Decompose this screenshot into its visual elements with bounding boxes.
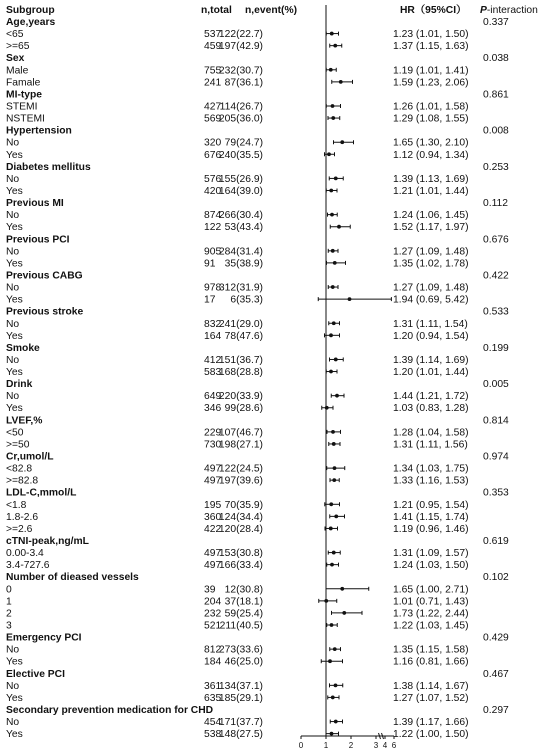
n-total-value: 229 (204, 427, 222, 439)
subgroup-label: No (6, 644, 20, 656)
n-event-value: 53(43.4) (224, 222, 263, 234)
subgroup-label: <1.8 (6, 499, 27, 511)
n-total-value: 320 (204, 137, 222, 149)
hr-ci-value: 1.35 (1.02, 1.78) (393, 258, 469, 270)
p-interaction-value: 0.422 (483, 270, 509, 282)
hr-point (327, 152, 331, 156)
hr-ci-value: 1.27 (1.09, 1.48) (393, 282, 469, 294)
n-total-value: 459 (204, 41, 222, 53)
table-rows (6, 17, 509, 740)
hr-ci-value: 1.52 (1.17, 1.97) (393, 222, 469, 234)
x-tick-label: 0 (298, 741, 304, 750)
hr-ci-value: 1.27 (1.09, 1.48) (393, 246, 469, 258)
subgroup-label: No (6, 246, 20, 258)
p-interaction-value: 0.008 (483, 125, 509, 137)
n-total-value: 427 (204, 101, 222, 113)
subgroup-label: <82.8 (6, 463, 33, 475)
p-interaction-value: 0.253 (483, 161, 509, 173)
subgroup-label: No (6, 137, 20, 149)
n-event-value: 6(35.3) (230, 294, 263, 306)
subgroup-label: Yes (6, 222, 23, 234)
hr-ci-value: 1.20 (0.94, 1.54) (393, 330, 469, 342)
subgroup-label: <50 (6, 427, 24, 439)
header-p-letter: P (480, 5, 487, 16)
n-event-value: 59(25.4) (224, 608, 263, 620)
n-total-value: 537 (204, 29, 222, 41)
p-interaction-value: 0.533 (483, 306, 509, 318)
hr-ci-value: 1.26 (1.01, 1.58) (393, 101, 469, 113)
hr-point (329, 527, 333, 531)
hr-point (333, 647, 337, 651)
n-total-value: 521 (204, 620, 222, 632)
hr-point (334, 514, 338, 518)
group-label: Previous CABG (6, 270, 83, 282)
subgroup-label: <65 (6, 29, 24, 41)
hr-ci-value: 1.39 (1.13, 1.69) (393, 173, 469, 185)
hr-ci-value: 1.39 (1.17, 1.66) (393, 717, 469, 729)
p-interaction-value: 0.102 (483, 572, 509, 584)
hr-point (331, 249, 335, 253)
hr-ci-value: 1.31 (1.09, 1.57) (393, 548, 469, 560)
hr-ci-value: 1.27 (1.07, 1.52) (393, 692, 469, 704)
n-event-value: 232(30.7) (218, 65, 263, 77)
p-interaction-value: 0.467 (483, 668, 509, 680)
hr-ci-value: 1.29 (1.08, 1.55) (393, 113, 469, 125)
n-event-value: 35(38.9) (224, 258, 263, 270)
n-event-value: 87(36.1) (224, 77, 263, 89)
hr-ci-value: 1.65 (1.00, 2.71) (393, 584, 469, 596)
subgroup-label: Yes (6, 692, 23, 704)
n-total-value: 204 (204, 596, 222, 608)
subgroup-label: Yes (6, 729, 23, 741)
n-event-value: 166(33.4) (218, 560, 263, 572)
hr-point (330, 563, 334, 567)
n-event-value: 171(37.7) (218, 717, 263, 729)
hr-ci-value: 1.41 (1.15, 1.74) (393, 511, 469, 523)
hr-ci-value: 1.21 (1.01, 1.44) (393, 185, 469, 197)
subgroup-label: Yes (6, 149, 23, 161)
n-total-value: 978 (204, 282, 222, 294)
hr-point (329, 502, 333, 506)
n-event-value: 198(27.1) (218, 439, 263, 451)
n-event-value: 197(42.9) (218, 41, 263, 53)
n-event-value: 205(36.0) (218, 113, 263, 125)
group-label: Drink (6, 379, 33, 391)
subgroup-label: 3.4-727.6 (6, 560, 50, 572)
header-p-interaction (480, 5, 538, 16)
x-tick-label: 3 (373, 741, 379, 750)
n-total-value: 569 (204, 113, 222, 125)
n-total-value: 91 (204, 258, 216, 270)
hr-ci-value: 1.21 (0.95, 1.54) (393, 499, 469, 511)
hr-point (329, 370, 333, 374)
subgroup-label: No (6, 391, 20, 403)
p-interaction-value: 0.038 (483, 53, 509, 65)
n-total-value: 17 (204, 294, 216, 306)
p-interaction-value: 0.199 (483, 342, 509, 354)
hr-ci-value: 1.24 (1.06, 1.45) (393, 210, 469, 222)
n-event-value: 134(37.1) (218, 680, 263, 692)
hr-point (331, 285, 335, 289)
hr-point (335, 394, 339, 398)
n-event-value: 70(35.9) (224, 499, 263, 511)
x-tick-label: 4 (382, 741, 388, 750)
hr-ci-value: 1.33 (1.16, 1.53) (393, 475, 469, 487)
hr-ci-value: 1.31 (1.11, 1.56) (393, 439, 468, 451)
p-interaction-value: 0.619 (483, 536, 509, 548)
n-event-value: 124(34.4) (218, 511, 263, 523)
hr-ci-value: 1.38 (1.14, 1.67) (393, 680, 469, 692)
n-total-value: 497 (204, 548, 222, 560)
n-event-value: 240(35.5) (218, 149, 263, 161)
subgroup-label: 0.00-3.4 (6, 548, 44, 560)
hr-ci-value: 1.01 (0.71, 1.43) (393, 596, 469, 608)
subgroup-label: 1.8-2.6 (6, 511, 39, 523)
group-label: Number of dieased vessels (6, 572, 139, 584)
n-event-value: 185(29.1) (218, 692, 263, 704)
n-total-value: 649 (204, 391, 222, 403)
n-event-value: 78(47.6) (224, 330, 263, 342)
subgroup-label: Male (6, 65, 29, 77)
n-event-value: 37(18.1) (224, 596, 263, 608)
group-label: Hypertension (6, 125, 72, 137)
n-total-value: 241 (204, 77, 222, 89)
p-interaction-value: 0.337 (483, 17, 509, 28)
hr-ci-value: 1.20 (1.01, 1.44) (393, 367, 469, 379)
n-event-value: 197(39.6) (218, 475, 263, 487)
header-p-suffix: -interaction (486, 5, 538, 16)
n-event-value: 46(25.0) (224, 656, 263, 668)
group-label: Previous stroke (6, 306, 84, 318)
hr-point (331, 104, 335, 108)
n-total-value: 730 (204, 439, 222, 451)
hr-point (334, 683, 338, 687)
n-total-value: 195 (204, 499, 222, 511)
n-total-value: 497 (204, 560, 222, 572)
hr-ci-value: 1.24 (1.03, 1.50) (393, 560, 469, 572)
n-total-value: 874 (204, 210, 222, 222)
n-event-value: 284(31.4) (218, 246, 263, 258)
p-interaction-value: 0.814 (483, 415, 509, 427)
subgroup-label: Yes (6, 403, 23, 415)
n-event-value: 155(26.9) (218, 173, 263, 185)
hr-point (342, 611, 346, 615)
p-interaction-value: 0.974 (483, 451, 509, 463)
n-event-value: 266(30.4) (218, 210, 263, 222)
hr-point (332, 321, 336, 325)
n-total-value: 361 (204, 680, 222, 692)
p-interaction-value: 0.429 (483, 632, 509, 644)
n-event-value: 99(28.6) (224, 403, 263, 415)
header-hr-ci: HR（95%CI） (400, 5, 467, 16)
group-label: Age,years (6, 17, 56, 28)
hr-ci-value: 1.22 (1.03, 1.45) (393, 620, 469, 632)
n-event-value: 220(33.9) (218, 391, 263, 403)
subgroup-label: Yes (6, 367, 23, 379)
n-event-value: 12(30.8) (224, 584, 263, 596)
hr-ci-value: 1.19 (1.01, 1.41) (393, 65, 469, 77)
group-label: Emergency PCI (6, 632, 82, 644)
hr-point (331, 430, 335, 434)
hr-point (340, 587, 344, 591)
hr-point (339, 80, 343, 84)
hr-point (337, 225, 341, 229)
n-event-value: 114(26.7) (219, 101, 263, 113)
n-total-value: 39 (204, 584, 216, 596)
n-event-value: 164(39.0) (218, 185, 263, 197)
hr-point (330, 213, 334, 217)
x-tick-label: 1 (323, 741, 329, 750)
n-total-value: 497 (204, 463, 222, 475)
subgroup-label: 1 (6, 596, 12, 608)
subgroup-label: 0 (6, 584, 12, 596)
subgroup-label: No (6, 210, 20, 222)
hr-ci-value: 1.34 (1.03, 1.75) (393, 463, 469, 475)
n-total-value: 360 (204, 511, 222, 523)
subgroup-label: Yes (6, 656, 23, 668)
hr-ci-value: 1.39 (1.14, 1.69) (393, 354, 469, 366)
group-label: Previous MI (6, 198, 64, 210)
hr-point (328, 659, 332, 663)
hr-ci-value: 1.16 (0.81, 1.66) (393, 656, 469, 668)
n-total-value: 346 (204, 403, 222, 415)
n-event-value: 120(28.4) (218, 523, 263, 535)
subgroup-label: Famale (6, 77, 41, 89)
n-event-value: 273(33.6) (218, 644, 263, 656)
hr-point (334, 720, 338, 724)
n-event-value: 151(36.7) (218, 354, 263, 366)
hr-point (332, 442, 336, 446)
n-event-value: 122(22.7) (218, 29, 263, 41)
n-event-value: 168(28.8) (218, 367, 263, 379)
hr-ci-value: 1.37 (1.15, 1.63) (393, 41, 469, 53)
p-interaction-value: 0.676 (483, 234, 509, 246)
subgroup-label: No (6, 318, 20, 330)
x-tick-label: 6 (391, 741, 397, 750)
group-label: Smoke (6, 342, 40, 354)
hr-point (330, 32, 334, 36)
hr-point (334, 177, 338, 181)
n-total-value: 832 (204, 318, 222, 330)
hr-point (348, 297, 352, 301)
hr-point (333, 466, 337, 470)
subgroup-label: No (6, 717, 20, 729)
hr-ci-value: 1.35 (1.15, 1.58) (393, 644, 469, 656)
subgroup-label: NSTEMI (6, 113, 45, 125)
hr-point (332, 551, 336, 555)
hr-point (334, 358, 338, 362)
hr-ci-value: 1.59 (1.23, 2.06) (393, 77, 469, 89)
n-total-value: 538 (204, 729, 222, 741)
group-label: MI-type (6, 89, 43, 101)
n-event-value: 241(29.0) (218, 318, 263, 330)
n-total-value: 905 (204, 246, 222, 258)
hr-point (331, 116, 335, 120)
p-interaction-value: 0.112 (483, 198, 509, 210)
subgroup-label: >=82.8 (6, 475, 39, 487)
n-total-value: 583 (204, 367, 222, 379)
p-interaction-value: 0.353 (483, 487, 509, 499)
hr-ci-value: 1.28 (1.04, 1.58) (393, 427, 469, 439)
header-n-total: n,total (201, 5, 232, 16)
group-label: LDL-C,mmol/L (6, 487, 77, 499)
x-tick-label: 2 (348, 741, 354, 750)
header-row (6, 3, 538, 16)
p-interaction-value: 0.005 (483, 379, 509, 391)
hr-ci-value: 1.03 (0.83, 1.28) (393, 403, 469, 415)
subgroup-label: Yes (6, 185, 23, 197)
n-total-value: 497 (204, 475, 222, 487)
hr-point (330, 732, 334, 736)
n-event-value: 122(24.5) (218, 463, 263, 475)
subgroup-label: Yes (6, 294, 23, 306)
n-event-value: 153(30.8) (218, 548, 263, 560)
subgroup-label: Yes (6, 258, 23, 270)
n-total-value: 454 (204, 717, 222, 729)
hr-ci-value: 1.73 (1.22, 2.44) (393, 608, 469, 620)
hr-ci-value: 1.22 (1.00, 1.50) (393, 729, 469, 741)
n-total-value: 164 (204, 330, 222, 342)
hr-ci-value: 1.23 (1.01, 1.50) (393, 29, 469, 41)
n-total-value: 576 (204, 173, 222, 185)
group-label: Sex (6, 53, 25, 65)
hr-point (331, 696, 335, 700)
group-label: LVEF,% (6, 415, 43, 427)
subgroup-label: >=65 (6, 41, 30, 53)
header-n-event: n,event(%) (245, 5, 298, 16)
subgroup-label: 2 (6, 608, 12, 620)
p-interaction-value: 0.861 (483, 89, 509, 101)
hr-point (332, 478, 336, 482)
hr-ci-value: 1.19 (0.96, 1.46) (393, 523, 469, 535)
n-total-value: 412 (204, 354, 222, 366)
group-label: Cr,umol/L (6, 451, 54, 463)
n-total-value: 232 (204, 608, 222, 620)
n-event-value: 211(40.5) (219, 620, 263, 632)
group-label: cTNI-peak,ng/mL (6, 536, 89, 548)
n-total-value: 420 (204, 185, 222, 197)
hr-point (330, 623, 334, 627)
n-event-value: 312(31.9) (218, 282, 263, 294)
n-total-value: 755 (204, 65, 222, 77)
subgroup-label: No (6, 282, 20, 294)
hr-point (333, 261, 337, 265)
hr-point (329, 68, 333, 72)
group-label: Previous PCI (6, 234, 70, 246)
subgroup-label: Yes (6, 330, 23, 342)
group-label: Secondary prevention medication for CHD (6, 704, 214, 716)
subgroup-label: >=2.6 (6, 523, 33, 535)
subgroup-label: >=50 (6, 439, 30, 451)
subgroup-label: 3 (6, 620, 12, 632)
subgroup-label: No (6, 173, 20, 185)
n-total-value: 122 (204, 222, 222, 234)
group-label: Diabetes mellitus (6, 161, 91, 173)
hr-point (329, 333, 333, 337)
n-event-value: 79(24.7) (224, 137, 263, 149)
hr-ci-value: 1.94 (0.69, 5.42) (393, 294, 469, 306)
hr-ci-value: 1.12 (0.94, 1.34) (393, 149, 469, 161)
n-total-value: 635 (204, 692, 222, 704)
header-subgroup: Subgroup (6, 5, 55, 16)
hr-ci-value: 1.65 (1.30, 2.10) (393, 137, 469, 149)
hr-point (340, 140, 344, 144)
subgroup-label: No (6, 354, 20, 366)
plot-area (299, 5, 397, 750)
subgroup-label: STEMI (6, 101, 38, 113)
n-event-value: 107(46.7) (218, 427, 263, 439)
subgroup-label: No (6, 680, 20, 692)
n-total-value: 676 (204, 149, 222, 161)
p-interaction-value: 0.297 (483, 704, 509, 716)
n-total-value: 422 (204, 523, 222, 535)
n-total-value: 812 (204, 644, 222, 656)
hr-ci-value: 1.31 (1.11, 1.54) (393, 318, 468, 330)
hr-point (333, 44, 337, 48)
hr-ci-value: 1.44 (1.21, 1.72) (393, 391, 469, 403)
n-total-value: 184 (204, 656, 222, 668)
hr-point (329, 189, 333, 193)
group-label: Elective PCI (6, 668, 65, 680)
hr-point (325, 406, 329, 410)
n-event-value: 148(27.5) (218, 729, 263, 741)
